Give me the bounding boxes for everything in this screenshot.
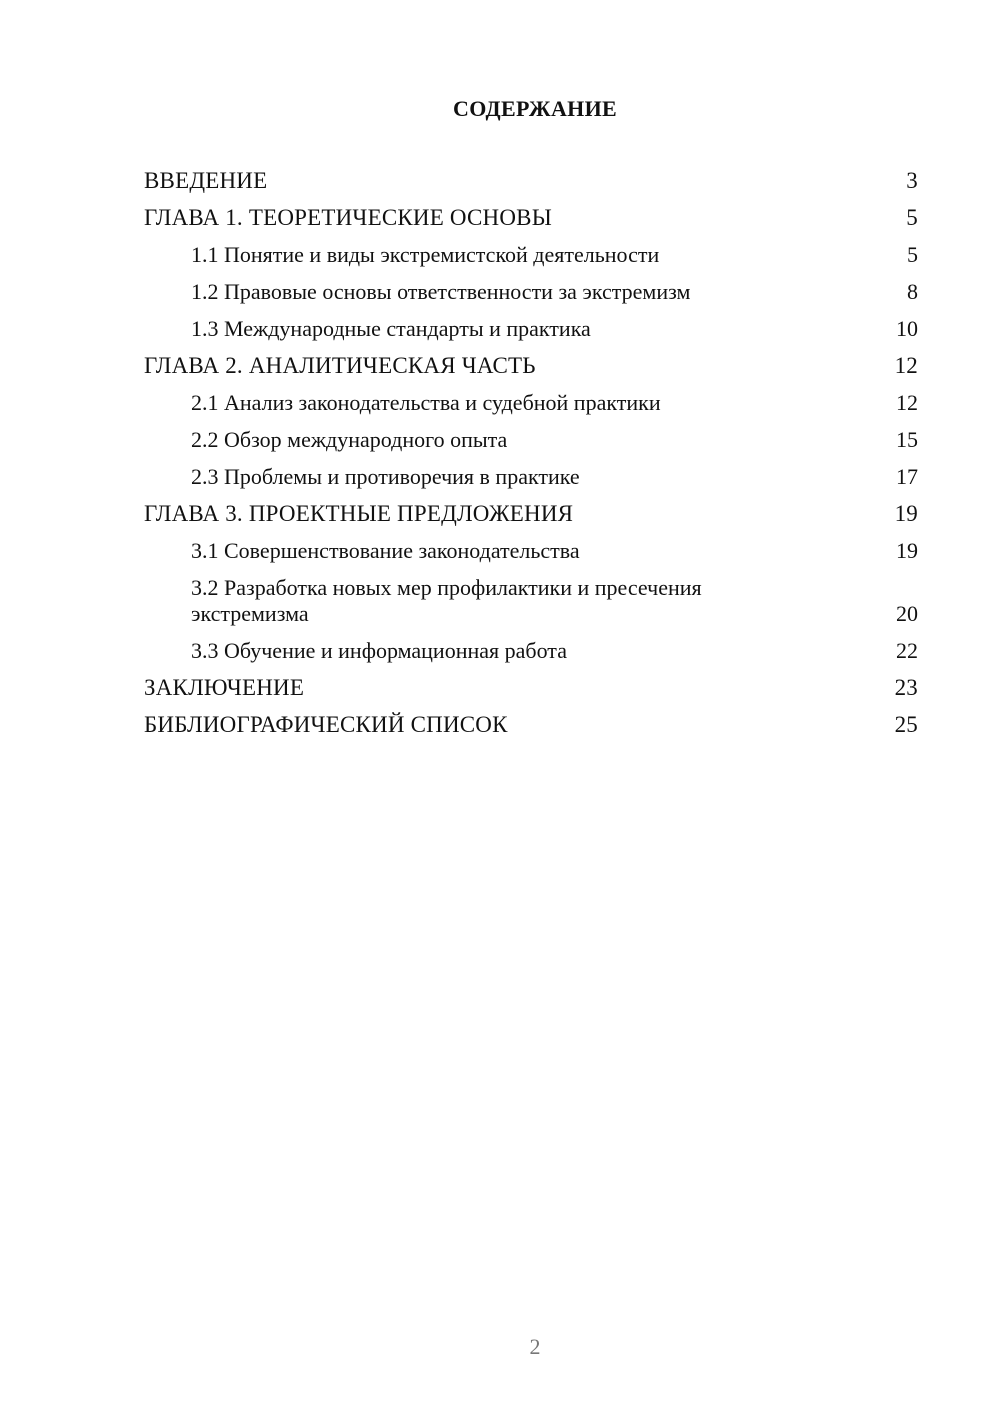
- toc-entry-label: 2.3 Проблемы и противоречия в практике: [191, 464, 580, 489]
- toc-entry-page: 19: [896, 538, 918, 563]
- toc-entry-section-2-2[interactable]: [144, 427, 918, 453]
- toc-entry-page: 3: [906, 168, 918, 193]
- toc-entry-page: 23: [894, 675, 918, 700]
- toc-entry-label: 3.2 Разработка новых мер профилактики и пресечения экстремизма: [191, 575, 702, 626]
- toc-entry-section-1-3[interactable]: [144, 316, 918, 342]
- toc-entry-page: 10: [896, 316, 918, 341]
- toc-entry-label: 1.1 Понятие и виды экстремистской деятельности: [191, 242, 660, 267]
- toc-entry-page: 5: [907, 242, 918, 267]
- toc-entry-introduction[interactable]: [144, 168, 918, 194]
- toc-entry-chapter-1[interactable]: [144, 205, 918, 231]
- toc-entry-label: БИБЛИОГРАФИЧЕСКИЙ СПИСОК: [144, 712, 508, 737]
- table-of-contents: [144, 168, 918, 749]
- toc-entry-section-3-3[interactable]: [144, 638, 918, 664]
- toc-entry-page: 25: [894, 712, 918, 737]
- toc-entry-bibliography[interactable]: [144, 712, 918, 738]
- toc-entry-label: ЗАКЛЮЧЕНИЕ: [144, 675, 305, 700]
- toc-entry-chapter-2[interactable]: [144, 353, 918, 379]
- toc-entry-label: 1.3 Международные стандарты и практика: [191, 316, 591, 341]
- toc-entry-page: 8: [907, 279, 918, 304]
- toc-entry-page: 12: [896, 390, 918, 415]
- toc-entry-page: 12: [894, 353, 918, 378]
- toc-entry-label: 1.2 Правовые основы ответственности за экстремизм: [191, 279, 691, 304]
- toc-entry-conclusion[interactable]: [144, 675, 918, 701]
- page-number: 2: [529, 1334, 541, 1359]
- toc-entry-section-3-2[interactable]: [144, 575, 918, 627]
- toc-entry-page: 17: [896, 464, 918, 489]
- toc-entry-label: 3.1 Совершенствование законодательства: [191, 538, 580, 563]
- toc-entry-label: 2.2 Обзор международного опыта: [191, 427, 508, 452]
- toc-entry-section-2-1[interactable]: [144, 390, 918, 416]
- toc-entry-label: 3.3 Обучение и информационная работа: [191, 638, 567, 663]
- toc-entry-page: 19: [894, 501, 918, 526]
- toc-entry-label: ГЛАВА 1. ТЕОРЕТИЧЕСКИЕ ОСНОВЫ: [144, 205, 552, 230]
- toc-entry-label: 2.1 Анализ законодательства и судебной практики: [191, 390, 661, 415]
- toc-entry-label: ВВЕДЕНИЕ: [144, 168, 268, 193]
- toc-entry-page: 20: [896, 601, 918, 626]
- toc-entry-page: 15: [896, 427, 918, 452]
- toc-entry-section-3-1[interactable]: [144, 538, 918, 564]
- toc-entry-label: ГЛАВА 2. АНАЛИТИЧЕСКАЯ ЧАСТЬ: [144, 353, 536, 378]
- page-title: СОДЕРЖАНИЕ: [453, 96, 617, 121]
- toc-entry-section-1-1[interactable]: [144, 242, 918, 268]
- toc-entry-section-1-2[interactable]: [144, 279, 918, 305]
- toc-entry-page: 22: [896, 638, 918, 663]
- toc-entry-section-2-3[interactable]: [144, 464, 918, 490]
- toc-entry-label: ГЛАВА 3. ПРОЕКТНЫЕ ПРЕДЛОЖЕНИЯ: [144, 501, 574, 526]
- toc-entry-page: 5: [906, 205, 918, 230]
- toc-entry-chapter-3[interactable]: [144, 501, 918, 527]
